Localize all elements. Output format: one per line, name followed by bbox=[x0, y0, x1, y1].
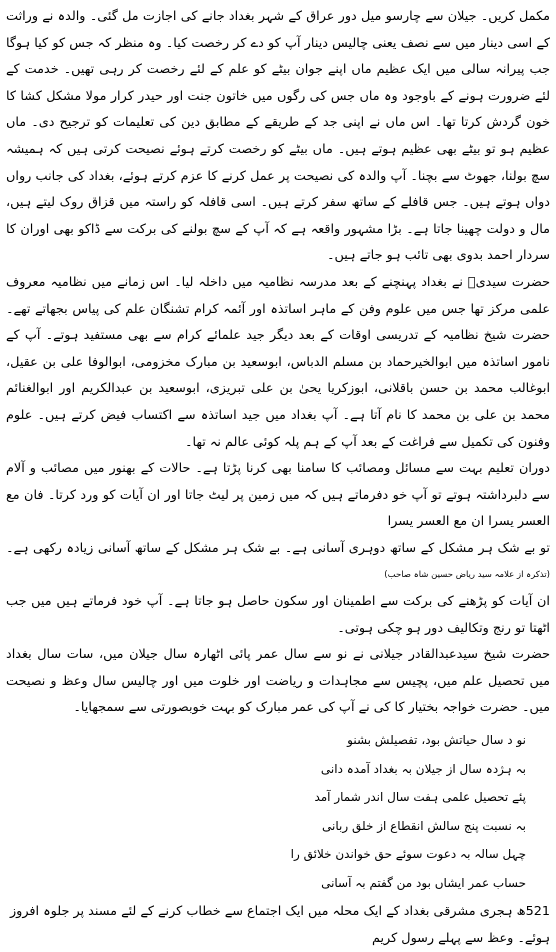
verse-translation: تو بے شک ہر مشکل کے ساتھ دوہری آسانی ہے۔ بے شک ہر مشکل کے ساتھ آسانی زیادہ رکھی ہے۔ bbox=[6, 540, 550, 556]
poem-line: چہل سالہ بہ دعوت سوئے حق خواندن خلائق را bbox=[290, 847, 526, 862]
paragraph-3: دوران تعلیم بہت سے مسائل ومصائب کا سامنا بھی کرنا پڑتا ہے۔ حالات کے بھنور میں مصائب و آلام سے دلبرداشتہ ہوتے تو آپ خو دفرماتے ہیں کہ میں زمین پر لیٹ جاتا اور ان آیات کو ورد کرتا۔ فان مع العسر یسرا ان مع العسر یسرا bbox=[6, 461, 550, 530]
citation-note: (تذکرہ از علامہ سید ریاض حسین شاہ صاحب) bbox=[384, 569, 550, 580]
paragraph-1: مکمل کریں۔ جیلان سے چارسو میل دور عراق کے شہر بغداد جانے کی اجازت مل گئی۔ والدہ نے وراثت کے اسی دینار میں سے نصف یعنی چالیس دینار آپ کو دے کر رخصت کیا۔ وہ منظر کہ جس کو کیا ہوگا جب پیرانہ سالی میں ایک عظیم ماں اپنے جوان بیٹے کو علم کے لئے رخصت کر رہی تھیں۔ خدمت کے لئے ضرورت ہونے کے باوجود وہ ماں جس کی رگوں میں خاتون جنت اور حیدر کرار مولا مشکل کشا کا خون گردش کرتا تھا۔ اس ماں نے اپنی جد کے طریقے کے مطابق دین کی تعلیمات کو ترجیح دی۔ ماں عظیم ہو تو بیٹے بھی عظیم ہوتے ہیں۔ ماں بیٹے کو رخصت کرتے ہوئے نصیحت کرتی ہیں کہ ہمیشہ سچ بولنا، جھوٹ سے بچنا۔ آپ والدہ کی نصیحت پر عمل کرنے کا عزم کرتے ہوئے، بغداد کی جانب رواں دواں ہوتے ہیں۔ جس قافلے کے ساتھ سفر کرتے ہیں۔ اسی قافلہ کو راستہ میں قزاق روک لیتے ہیں، مال و دولت چھینا جاتا ہے۔ بڑا مشہور واقعہ ہے کہ آپ کے سچ بولنے کی برکت سے ڈاکو بھی اوران کا سردار احمد بدوی بھی تائب ہو جاتے ہیں۔ bbox=[6, 9, 550, 264]
document-page bbox=[6, 4, 550, 952]
paragraph-2: حضرت سیدیؒ نے بغداد پہنچنے کے بعد مدرسہ نظامیہ میں داخلہ لیا۔ اس زمانے میں نظامیہ معروف علمی مرکز تھا جس میں علوم وفن کے ماہر اساتذہ اور آئمہ کرام تشنگان علم کی پیاس بجھاتے تھے۔ حضرت شیخ نظامیہ کے تدریسی اوقات کے بعد دیگر جید علمائے کرام سے بھی مستفید ہوتے۔ آپ کے نامور اساتذہ میں ابوالخیرحماد بن مسلم الدباس، ابوسعید بن مبارک مخزومی، ابوالوفا علی بن عقیل، ابوغالب محمد بن حسن باقلانی، ابوزکریا یحیٰ بن علی تبریزی، ابوسعید بن عبدالکریم اور ابوالغنائم محمد بن علی بن محمد کا نام آتا ہے۔ آپ بغداد میں جید اساتذہ سے اکتساب فیض کرتے ہیں۔ علوم وفنون کی تکمیل سے فراغت کے بعد آپ کے ہم پلہ کوئی عالم نہ تھا۔ bbox=[6, 274, 550, 450]
poem-line: نو د سال حیاتش بود، تفصیلش بشنو bbox=[347, 733, 526, 748]
poem-line: پئے تحصیل علمی ہفت سال اندر شمار آمد bbox=[314, 790, 526, 805]
final-line: 521ھ ہجری مشرقی بغداد کے ایک محلہ میں ایک اجتماع سے خطاب کرنے کے لئے مسند پر جلوہ افروز ہوئے۔ وعظ سے پہلے رسول کریم bbox=[9, 904, 550, 946]
paragraph-5: ان آیات کو پڑھنے کی برکت سے اطمینان اور سکون حاصل ہو جاتا ہے۔ آپ خود فرماتے ہیں میں جب اٹھتا تو رنج وتکالیف دور ہو چکی ہوتی۔ bbox=[6, 594, 550, 636]
poem-line: حساب عمر ایشاں بود من گفتم بہ آسانی bbox=[321, 875, 526, 890]
poem-line: بہ نسبت پنج سالش انقطاع از خلق ربانی bbox=[322, 818, 526, 833]
paragraph-6: حضرت شیخ سیدعبدالقادر جیلانی نے نو سے سال عمر پائی اٹھارہ سال جیلان میں، سات سال بغداد میں تحصیل علم میں، پچیس سے مجاہدات و ریاضت اور خلوت میں اور چالیس سال وعظ و نصیحت میں۔ حضرت خواجہ بختیار کا کی نے آپ کی عمر مبارک کو بہت خوبصورتی سے سمجھایا۔ bbox=[6, 647, 550, 716]
paragraph-4 bbox=[6, 536, 550, 589]
document-body bbox=[6, 4, 550, 722]
poem-line: بہ ہژدہ سال از جیلان بہ بغداد آمدہ دانی bbox=[320, 761, 526, 776]
persian-poem bbox=[6, 726, 550, 897]
